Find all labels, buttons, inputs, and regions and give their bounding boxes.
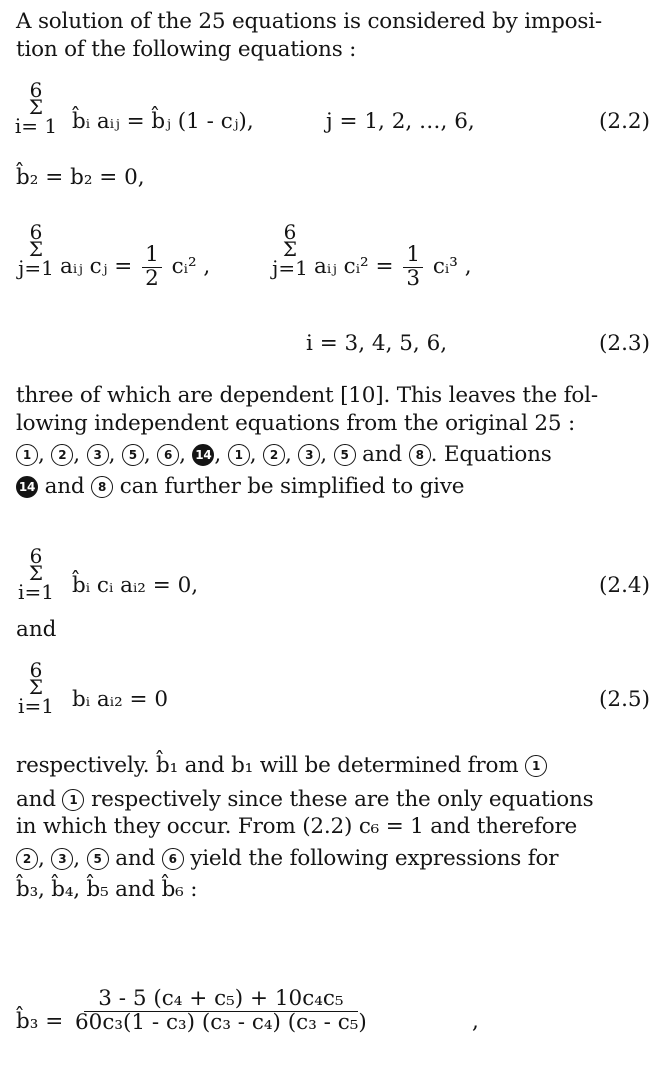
b3-lhs: b̂₃ = [16,1009,64,1034]
equation-body: b̂ᵢ cᵢ aᵢ₂ = 0, [72,573,199,598]
right-equation [314,244,472,290]
right-rhs: cᵢ³ , [432,254,472,280]
and-line [16,616,650,644]
fraction-denominator: 60c₃(1 - c₃) (c₃ - c₄) (c₃ - c₅) [75,1009,367,1035]
index-range: j = 1, 2, …, 6, [326,109,475,134]
paragraph-line-2 [16,786,650,814]
paragraph-line-4 [16,473,650,501]
intro-line-1: A solution of the 25 equations is considered by imposi- [16,9,602,34]
circled-8: 8 [91,476,113,498]
sum-lower-limit: j=1 [272,256,308,280]
intro-line-2: tion of the following equations : [16,36,357,62]
circled-3: 3 [298,444,320,466]
sigma-symbol: Σ [28,95,44,119]
fraction-numerator: 1 [403,244,423,268]
sum-upper-limit: 6 [283,220,297,244]
equation-body: b̂ᵢ aᵢⱼ = b̂ⱼ (1 - cⱼ), [72,109,254,134]
circled-hat-5: 5 [87,848,109,870]
simplify-text: can further be simplified to give [119,473,465,499]
summation-right [270,222,310,292]
paragraph-line-1: three of which are dependent [10]. This leaves the fol- [16,383,598,408]
text-yield: yield the following expressions for [190,845,559,871]
sum-upper-limit: 6 [29,658,43,682]
sum-lower-limit: i= 1 [14,114,58,138]
equation-2-3-index-line [16,330,650,360]
left-rhs: cᵢ² , [171,254,211,280]
and-word: and [115,845,156,871]
circled-hat-1: 1 [16,444,38,466]
circled-1: 1 [62,789,84,811]
equation-2-5 [16,660,650,732]
dependence-paragraph [16,382,650,500]
sigma-symbol: Σ [282,237,298,261]
sigma-symbol: Σ [28,675,44,699]
fraction-denominator: 2 [145,265,159,291]
right-lhs: aᵢⱼ cᵢ² = [314,254,394,280]
sum-lower-limit: j=1 [18,256,54,280]
summation-2-4 [16,546,56,616]
fraction-numerator: 3 - 5 (c₄ + c₅) + 10c₄c₅ [84,988,357,1012]
circled-hat-1: 1 [525,755,547,777]
sum-upper-limit: 6 [29,544,43,568]
separator: , [38,845,45,871]
equations-word: . Equations [430,442,552,468]
sum-lower-limit: i=1 [18,694,54,718]
paragraph-line-1 [16,752,650,780]
left-lhs: aᵢⱼ cⱼ = [60,254,133,280]
and-word: and [16,617,57,642]
circled-8: 8 [409,444,431,466]
fraction-one-third [403,244,423,290]
fraction-numerator: 1 [142,244,162,268]
circled-hat-5: 5 [122,444,144,466]
fraction-denominator: 3 [406,265,421,291]
fraction-one-half [142,244,162,290]
paragraph-line-4 [16,845,650,873]
circled-filled-14: 14 [16,476,38,498]
sigma-symbol: Σ [28,561,44,585]
text-determined: b̂₁ and b₁ will be determined from [156,753,519,778]
index-range: i = 3, 4, 5, 6, [306,331,448,356]
left-equation [60,244,210,290]
circled-hat-6: 6 [157,444,179,466]
circled-hat-14: 14 [192,444,214,466]
intro-paragraph [16,8,650,63]
b2-equation: b̂₂ = b₂ = 0, [16,165,145,190]
paragraph-line-3: in which they occur. From (2.2) c₆ = 1 and therefore [16,814,578,840]
equation-b3 [16,988,650,1064]
and-word: and [44,473,85,499]
circled-hat-2: 2 [16,848,38,870]
sum-upper-limit: 6 [29,78,43,102]
circled-2: 2 [263,444,285,466]
circled-hat-9: 6 [162,848,184,870]
separator: , [73,845,80,871]
summation-2-5 [16,660,56,730]
equation-number: (2.5) [599,687,650,712]
text-respectively-since: respectively since these are the only equations [91,786,594,812]
summation-left [16,222,56,292]
text-respectively: respectively. [16,753,150,778]
respectively-paragraph [16,752,650,904]
circled-hat-2: 2 [51,444,73,466]
circled-hat-3: 3 [87,444,109,466]
equation-number: (2.4) [599,573,650,598]
circled-1: 1 [228,444,250,466]
equation-number: (2.3) [599,331,650,356]
paragraph-line-2: lowing independent equations from the original 25 : [16,410,576,436]
summation-2-2 [16,80,56,150]
sum-upper-limit: 6 [29,220,43,244]
equation-2-3 [16,222,650,302]
sigma-symbol: Σ [28,237,44,261]
circled-hat-3: 3 [51,848,73,870]
equation-2-4 [16,546,650,618]
equation-number: (2.2) [599,109,650,134]
equation-body: bᵢ aᵢ₂ = 0 [72,687,169,712]
paragraph-line-3: 1 , 2 , 3 , 5 , 6 , 14 , 1 , 2 , 3 , 5 and 8 . Equations [16,441,650,469]
b3-fraction [75,988,367,1034]
paragraph-line-5: b̂₃, b̂₄, b̂₅ and b̂₆ : [16,877,198,903]
and-word: and [16,786,56,812]
trailing-comma: , [472,1009,479,1034]
equation-b2 [16,164,650,192]
and-word: and [362,442,402,468]
equation-2-2 [16,80,650,152]
circled-5: 5 [334,444,356,466]
sum-lower-limit: i=1 [18,580,54,604]
